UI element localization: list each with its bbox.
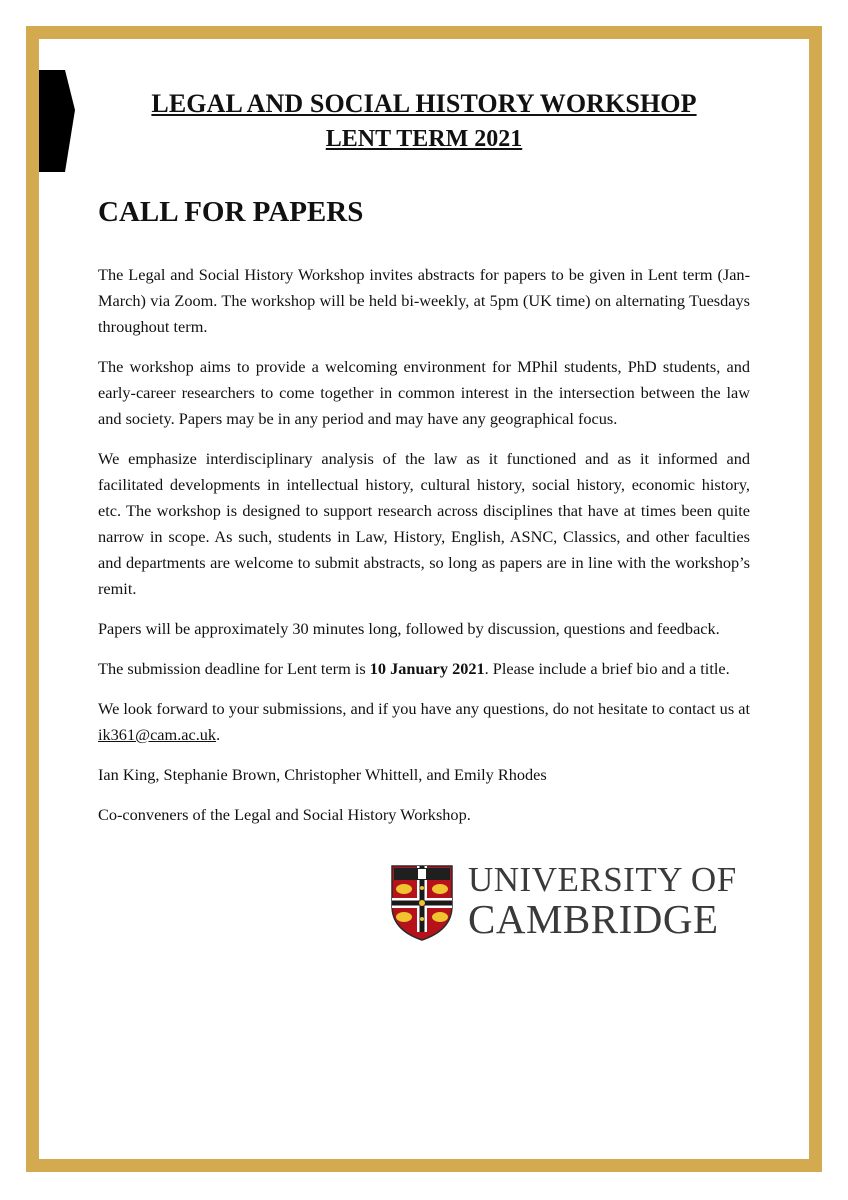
body-text xyxy=(98,262,750,842)
paragraph-contact xyxy=(98,696,750,748)
deadline-date: 10 January 2021 xyxy=(369,659,485,678)
deadline-text-after: . Please include a brief bio and a title. xyxy=(484,659,730,678)
paragraph-aims: The workshop aims to provide a welcoming environment for MPhil students, PhD students, and early-career researchers to come together in common interest in the intersection between the law and society. Papers may be in any period and may have any geographical focus. xyxy=(98,357,750,428)
paragraph-length: Papers will be approximately 30 minutes long, followed by discussion, questions and feedback. xyxy=(98,619,720,638)
paragraph-signoff: Co-conveners of the Legal and Social History Workshop. xyxy=(98,805,471,824)
university-logo xyxy=(390,860,760,944)
cambridge-shield-icon xyxy=(390,864,454,942)
paragraph-interdisciplinary: We emphasize interdisciplinary analysis of the law as it functioned and as it informed and facilitated developments in intellectual history, cultural history, social history, economic history, etc. The workshop is designed to support research across disciplines that have at times been quite narrow in scope. As such, students in Law, History, English, ASNC, Classics, and other faculties and departments are welcome to submit abstracts, so long as papers are in line with the workshop’s remit. xyxy=(98,449,750,598)
contact-text-before: We look forward to your submissions, and if you have any questions, do not hesitate to contact us at xyxy=(98,699,750,718)
call-for-papers-heading: CALL FOR PAPERS xyxy=(98,196,364,228)
paragraph-intro: The Legal and Social History Workshop invites abstracts for papers to be given in Lent term (Jan-March) via Zoom. The workshop will be held bi-weekly, at 5pm (UK time) on alternating Tuesdays throughout term. xyxy=(98,265,750,336)
header xyxy=(0,86,848,156)
term-subtitle: LENT TERM 2021 xyxy=(325,126,523,152)
deadline-text-before: The submission deadline for Lent term is xyxy=(98,659,370,678)
contact-email-link[interactable]: ik361@cam.ac.uk xyxy=(98,725,217,744)
paragraph-conveners: Ian King, Stephanie Brown, Christopher Whittell, and Emily Rhodes xyxy=(98,765,547,784)
contact-text-after: . xyxy=(216,725,221,744)
logo-text-university-of: UNIVERSITY OF xyxy=(468,860,737,899)
paragraph-deadline xyxy=(98,656,750,682)
workshop-title: LEGAL AND SOCIAL HISTORY WORKSHOP xyxy=(151,89,697,118)
logo-text-cambridge: CAMBRIDGE xyxy=(468,896,719,942)
